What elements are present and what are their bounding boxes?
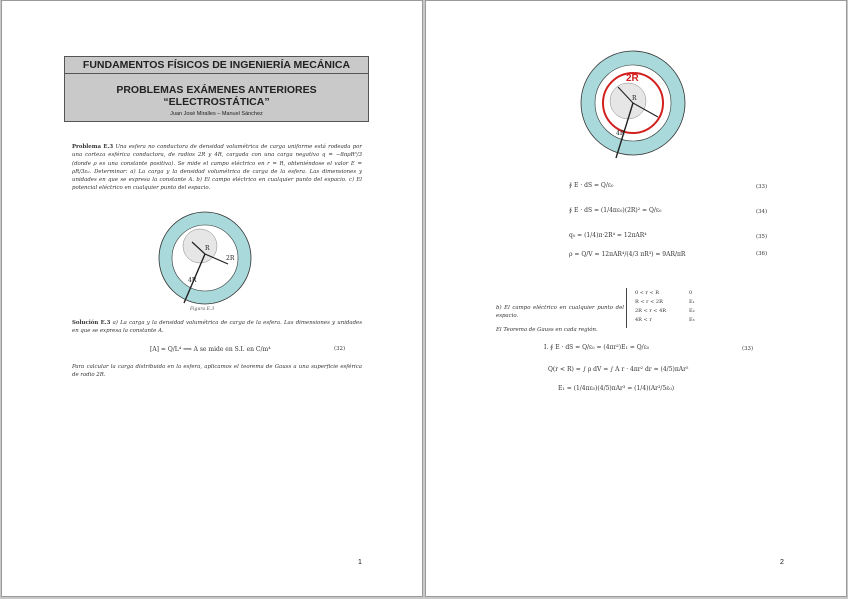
subtitle: PROBLEMAS EXÁMENES ANTERIORES — [116, 84, 317, 96]
problem-statement — [72, 143, 362, 193]
region-1: 0 < r < R — [635, 290, 660, 296]
label-2R-red: 2R — [626, 73, 639, 84]
problem-label: Problema E.3 — [72, 144, 114, 150]
topic-title: “ELECTROSTÁTICA” — [163, 96, 270, 108]
page-number-1: 1 — [358, 559, 362, 566]
figure-spheres — [152, 206, 262, 311]
label-4R-2: 4R — [616, 130, 625, 137]
course-title: FUNDAMENTOS FÍSICOS DE INGENIERÍA MECÁNICA — [82, 59, 351, 71]
label-2R: 2R — [226, 255, 235, 262]
title-box — [64, 56, 369, 122]
region-3-value: E₂ — [689, 308, 695, 314]
equation-33-number: (33) — [756, 184, 768, 190]
region-4: 4R < r — [635, 317, 652, 323]
region-2: R < r < 2R — [635, 299, 663, 305]
equation-34: ∮ E · dS = (1/4πε₀)(2R)² = Q/ε₀ — [569, 207, 662, 214]
label-R: R — [205, 245, 210, 252]
equation-36-number: (36) — [756, 251, 768, 257]
figure-caption: Figura E.3 — [190, 307, 215, 312]
page-1 — [1, 0, 423, 597]
equation-charge-inner: Q(r < R) = ∫ ρ dV = ∫ A r · 4πr² dr = (4/5)πAr⁵ — [548, 366, 689, 373]
title-divider — [65, 73, 368, 74]
region-2-value: E₁ — [689, 299, 695, 305]
solution-label: Solución E.3 — [72, 320, 111, 326]
region-1-value: 0 — [689, 290, 693, 296]
solution-intro — [72, 319, 362, 336]
figure-spheres-2 — [576, 43, 696, 168]
equation-gauss-1: I. ∮ E · dS = Q/ε₀ = (4πr²)E₁ = Q/ε₀ — [544, 344, 650, 351]
equation-35: q₀ = (1/4)π·2R⁴ = 12πAR⁴ — [569, 232, 647, 239]
equation-35-number: (35) — [756, 234, 768, 240]
paragraph-gauss: Para calcular la carga distribuida en la esfera, aplicamos el teorema de Gauss a una superficie esférica de radio 2R. — [72, 364, 362, 379]
equation-field-inner: E₁ = (1/4πε₀)(4/5)πAr³ = (1/4)(Ar³/5ε₀) — [558, 385, 675, 392]
solution-text: a) La carga y la densidad volumétrica de carga de la esfera. Las dimensiones y unidades en que se expresa la constante A. — [72, 320, 362, 335]
label-4R: 4R — [188, 277, 197, 284]
page-number-2: 2 — [780, 559, 784, 566]
equation-32-number: (32) — [334, 346, 346, 352]
problem-text: Una esfera no conductora de densidad volumétrica de carga uniforme está rodeada por una corteza esférica conductora, de radios 2R y 4R, cargada con una carga negativa q = −8πρR³/3 (donde ρ es una constante positiva). Se mide el campo eléctrico en r = R, obteniéndose el valor E = ρR/3ε₀. Determinar: a) La carga y la densidad volumétrica de carga de la esfera. Las dimensiones y unidades en que se expresa la constante A. b) El campo eléctrico en cualquier punto del espacio. c) El potencial eléctrico en cualquier punto del espacio. — [72, 144, 363, 192]
region-4-value: E₃ — [689, 317, 695, 323]
part-b-text: b) El campo eléctrico en cualquier punto del espacio. — [496, 305, 624, 320]
gauss-regions-text: El Teorema de Gauss en cada región. — [496, 327, 598, 333]
equation-gauss-1-number: (33) — [742, 346, 754, 352]
label-R-2: R — [632, 95, 637, 102]
authors: Juan José Miralles – Manuel Sánchez — [170, 111, 263, 117]
equation-36: ρ = Q/V = 12πAR⁴/(4/3 πR³) = 9AR/πR — [569, 251, 686, 258]
equation-34-number: (34) — [756, 209, 768, 215]
equation-33: ∮ E · dS = Q/ε₀ — [569, 182, 614, 189]
region-3: 2R < r < 4R — [635, 308, 667, 314]
page-2 — [425, 0, 847, 597]
equation-32: [A] = Q/L⁴ ⟹ A se mide en S.I. en C/m⁴ — [150, 346, 271, 353]
piecewise-field — [626, 288, 737, 328]
